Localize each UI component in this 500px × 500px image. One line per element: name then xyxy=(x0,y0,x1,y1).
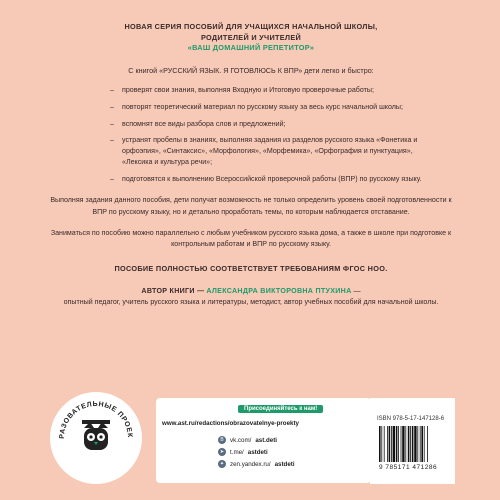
fgos-statement: ПОСОБИЕ ПОЛНОСТЬЮ СООТВЕТСТВУЕТ ТРЕБОВАНИЯМ ФГОС НОО. xyxy=(114,263,388,273)
intro-text: С книгой «РУССКИЙ ЯЗЫК. Я ГОТОВЛЮСЬ К ВПР» дети легко и быстро: xyxy=(128,65,374,75)
benefits-list xyxy=(110,85,440,186)
barcode-bar xyxy=(389,426,391,462)
zen-link[interactable] xyxy=(218,460,295,468)
join-us-badge: Присоединяйтесь к нам! xyxy=(238,405,323,413)
barcode-bar xyxy=(421,426,423,462)
barcode-bar xyxy=(424,426,425,462)
zen-handle: astdeti xyxy=(274,460,295,468)
barcode-bar xyxy=(391,426,392,462)
barcode-bar xyxy=(410,426,411,462)
zen-icon: ✦ xyxy=(219,461,225,467)
list-item: – проверят свои знания, выполняя Входную и Итоговую проверочные работы; xyxy=(110,85,440,96)
author-block xyxy=(46,286,456,309)
barcode-bar xyxy=(379,426,381,462)
barcode-bar xyxy=(401,426,402,462)
telegram-link[interactable] xyxy=(218,448,268,456)
series-title: «ВАШ ДОМАШНИЙ РЕПЕТИТОР» xyxy=(187,43,315,53)
cover-footer xyxy=(0,380,500,500)
list-item: – повторят теоретический материал по русскому языку за весь курс начальной школы; xyxy=(110,102,440,113)
paragraph-usage: Заниматься по пособию можно параллельно с любым учебником русского языка дома, а также в школе при подготовке к контрольным работам и ВПР по русскому языку. xyxy=(50,229,452,249)
barcode-bar xyxy=(384,426,385,462)
barcode-bar xyxy=(420,426,421,462)
barcode-bar xyxy=(398,426,399,462)
isbn-text: ISBN 978-5-17-147128-6 xyxy=(377,416,445,422)
cover-text xyxy=(46,22,456,308)
author-description: опытный педагог, учитель русского языка и литературы, методист, автор учебных пособий для начальной школы. xyxy=(63,298,439,307)
barcode-bar xyxy=(414,426,416,462)
publisher-website-link[interactable]: www.ast.ru/redactions/obrazovatelnye-proekty xyxy=(162,420,299,427)
social-links-panel xyxy=(156,398,371,483)
telegram-handle: astdeti xyxy=(247,448,268,456)
barcode-bar xyxy=(393,426,395,462)
telegram-prefix: t.me/ xyxy=(230,448,244,456)
vk-icon: В xyxy=(218,436,226,444)
vk-handle: ast.deti xyxy=(255,436,277,444)
telegram-icon: ➤ xyxy=(219,449,225,455)
barcode-bar xyxy=(412,426,414,462)
barcode-bar xyxy=(381,426,382,462)
barcode-bar xyxy=(408,426,410,462)
series-line-1: НОВАЯ СЕРИЯ ПОСОБИЙ ДЛЯ УЧАЩИХСЯ НАЧАЛЬНОЙ ШКОЛЫ, xyxy=(124,22,378,31)
barcode-bar xyxy=(396,426,398,462)
barcode-bar xyxy=(417,426,418,462)
vk-link[interactable] xyxy=(218,436,277,444)
zen-prefix: zen.yandex.ru/ xyxy=(230,460,271,468)
barcode-bar xyxy=(387,426,388,462)
publisher-logo-graphic xyxy=(50,392,142,484)
publisher-logo xyxy=(50,392,142,484)
author-label: АВТОР КНИГИ — xyxy=(141,286,205,295)
series-heading xyxy=(46,22,456,54)
list-item: – устранят пробелы в знаниях, выполняя задания из разделов русского языка «Фонетика и орфоэпия», «Синтаксис», «Морфология», «Морфемика», «Орфография и пунктуация», «Лексика и культура речи»; xyxy=(110,135,440,168)
cat-owl-icon xyxy=(82,420,110,450)
list-item: – подготовятся к выполнению Всероссийской проверочной работы (ВПР) по русскому языку. xyxy=(110,174,440,185)
vk-prefix: vk.com/ xyxy=(230,436,252,444)
barcode-number: 9 785171 471286 xyxy=(379,464,438,471)
list-item: – вспомнят все виды разбора слов и предложений; xyxy=(110,119,440,130)
logo-text: РАЗОВАТЕЛЬНЫЕ ПРОЕК xyxy=(58,400,134,439)
author-name: АЛЕКСАНДРА ВИКТОРОВНА ПТУХИНА xyxy=(206,286,352,295)
series-line-2: РОДИТЕЛЕЙ И УЧИТЕЛЕЙ xyxy=(200,32,302,42)
barcode-bar xyxy=(427,426,428,462)
paragraph-outcome: Выполняя задания данного пособия, дети получат возможность не только определить уровень своей подготовленности к ВПР по русскому языку, но и детально проработать темы, по которым наблюдается отставание. xyxy=(50,196,452,216)
author-dash: — xyxy=(353,286,361,295)
barcode-bar xyxy=(405,426,406,462)
barcode-bar xyxy=(402,426,404,462)
barcode-icon xyxy=(379,426,449,462)
